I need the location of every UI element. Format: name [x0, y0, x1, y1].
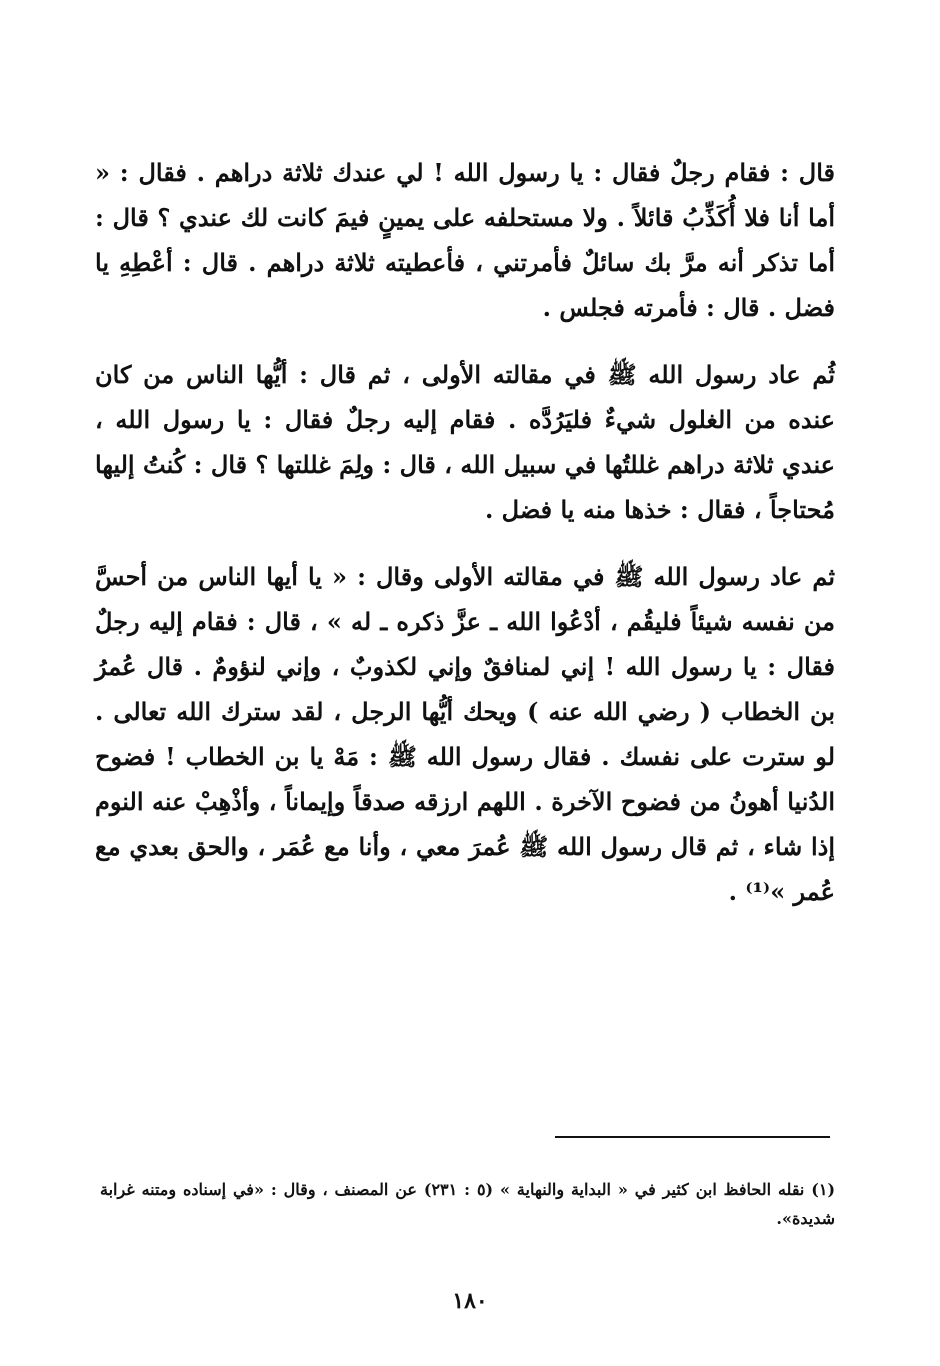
body-paragraph: ثُم عاد رسول الله ﷺ في مقالته الأولى ، ثم قال : أيُّها الناس من كان عنده من الغلول شيءٌ فليَرُدَّه . فقام إليه رجلٌ فقال : يا رسول الله ، عندي ثلاثة دراهم غللتُها في سبيل الله ، قال : ولِمَ غللتها ؟ قال : كُنتُ إليها مُحتاجاً ، فقال : خذها منه يا فضل .: [95, 360, 835, 524]
footnote-separator: [555, 1136, 830, 1138]
footnote: (١) نقله الحافظ ابن كثير في « البداية والنهاية » (٥ : ٢٣١) عن المصنف ، وقال : «في إسناده ومتنه غرابة شديدة».: [100, 1180, 836, 1228]
body-paragraph: ثم عاد رسول الله ﷺ في مقالته الأولى وقال : « يا أيها الناس من أحسَّ من نفسه شيئاً فليقُم ، أدْعُوا الله ـ عزَّ ذكره ـ له » ، قال : فقام إليه رجلٌ فقال : يا رسول الله ! إني لمنافقٌ وإني لكذوبٌ ، وإني لنؤومٌ . قال عُمرُ بن الخطاب ( رضي الله عنه ) ويحك أيُّها الرجل ، لقد سترك الله تعالى . لو سترت على نفسك . فقال رسول الله ﷺ : مَهْ يا بن الخطاب ! فضوح الدُنيا أهونُ من فضوح الآخرة . اللهم ارزقه صدقاً وإيماناً ، وأذْهِبْ عنه النوم إذا شاء ، ثم قال رسول الله ﷺ عُمرَ معي ، وأنا مع عُمَر ، والحق بعدي مع عُمر »⁽¹⁾ .: [95, 562, 836, 906]
body-paragraph: قال : فقام رجلٌ فقال : يا رسول الله ! لي عندك ثلاثة دراهم . فقال : « أما أنا فلا أُكَذِّبُ قائلاً . ولا مستحلفه على يمينٍ فيمَ كانت لك عندي ؟ قال : أما تذكر أنه مرَّ بك سائلٌ فأمرتني ، فأعطيته ثلاثة دراهم . قال : أعْطِهِ يا فضل . قال : فأمرته فجلس .: [95, 158, 835, 322]
page-number: ١٨٠: [452, 1288, 488, 1314]
